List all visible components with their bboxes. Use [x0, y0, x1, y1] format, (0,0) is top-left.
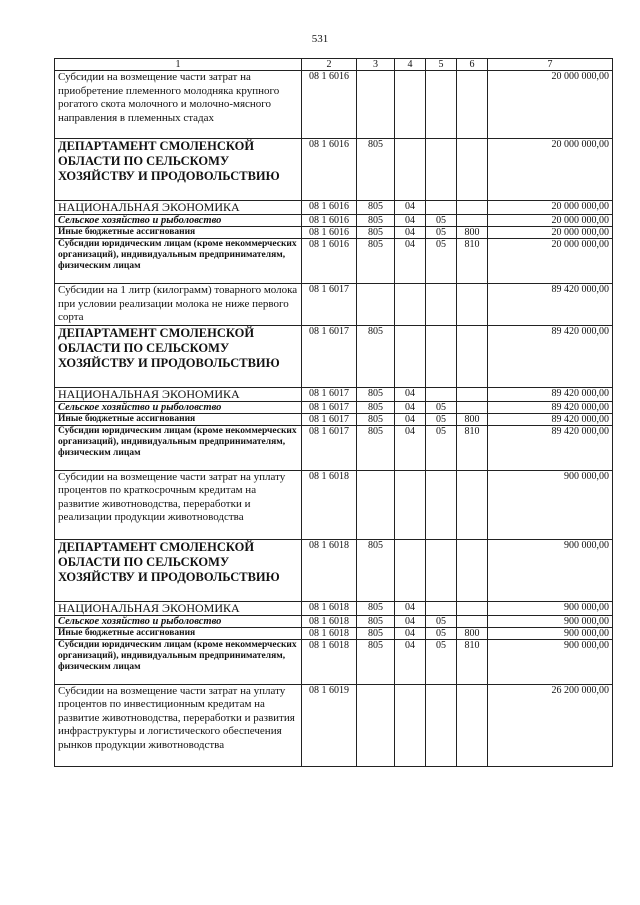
expense-type-cell: [457, 215, 488, 227]
admin-code-cell: 805: [357, 601, 395, 615]
target-code-cell: 08 1 6017: [302, 325, 357, 387]
expense-type-cell: 810: [457, 239, 488, 284]
table-row: [55, 387, 613, 401]
admin-code-cell: 805: [357, 387, 395, 401]
admin-code-cell: 805: [357, 539, 395, 601]
subsection-cell: [426, 284, 457, 326]
amount-cell: 89 420 000,00: [488, 284, 613, 326]
amount-cell: 26 200 000,00: [488, 684, 613, 766]
expense-type-cell: [457, 615, 488, 627]
row-name-cell: Сельское хозяйство и рыболовство: [55, 215, 302, 227]
table-row: [55, 71, 613, 139]
table-row: [55, 539, 613, 601]
section-cell: 04: [395, 227, 426, 239]
section-cell: 04: [395, 627, 426, 639]
target-code-cell: 08 1 6018: [302, 539, 357, 601]
section-cell: 04: [395, 639, 426, 684]
table-row: [55, 470, 613, 539]
expense-type-cell: [457, 201, 488, 215]
subsection-cell: [426, 684, 457, 766]
section-cell: [395, 539, 426, 601]
expense-type-cell: 800: [457, 627, 488, 639]
expense-type-cell: [457, 284, 488, 326]
section-cell: [395, 470, 426, 539]
row-name-cell: ДЕПАРТАМЕНТ СМОЛЕНСКОЙ ОБЛАСТИ ПО СЕЛЬСКОМУ ХОЗЯЙСТВУ И ПРОДОВОЛЬСТВИЮ: [55, 539, 302, 601]
subsection-cell: 05: [426, 639, 457, 684]
amount-cell: 900 000,00: [488, 615, 613, 627]
target-code-cell: 08 1 6019: [302, 684, 357, 766]
row-name-cell: НАЦИОНАЛЬНАЯ ЭКОНОМИКА: [55, 601, 302, 615]
expense-type-cell: 800: [457, 413, 488, 425]
subsection-cell: [426, 601, 457, 615]
amount-cell: 89 420 000,00: [488, 387, 613, 401]
target-code-cell: 08 1 6018: [302, 615, 357, 627]
page-number: 531: [311, 33, 329, 45]
section-cell: [395, 139, 426, 201]
admin-code-cell: [357, 684, 395, 766]
target-code-cell: 08 1 6017: [302, 401, 357, 413]
target-code-cell: 08 1 6016: [302, 239, 357, 284]
amount-cell: 900 000,00: [488, 470, 613, 539]
subsection-cell: 05: [426, 627, 457, 639]
admin-code-cell: 805: [357, 239, 395, 284]
col-header-7: 7: [488, 59, 613, 71]
subsection-cell: [426, 387, 457, 401]
expense-type-cell: 810: [457, 639, 488, 684]
amount-cell: 20 000 000,00: [488, 215, 613, 227]
amount-cell: 20 000 000,00: [488, 201, 613, 215]
table-row: [55, 325, 613, 387]
admin-code-cell: 805: [357, 227, 395, 239]
admin-code-cell: 805: [357, 639, 395, 684]
table-row: [55, 601, 613, 615]
subsection-cell: 05: [426, 425, 457, 470]
row-name-cell: НАЦИОНАЛЬНАЯ ЭКОНОМИКА: [55, 201, 302, 215]
section-cell: [395, 71, 426, 139]
table-row: [55, 201, 613, 215]
target-code-cell: 08 1 6016: [302, 139, 357, 201]
row-name-cell: Субсидии на 1 литр (килограмм) товарного молока при условии реализации молока не ниже первого сорта: [55, 284, 302, 326]
target-code-cell: 08 1 6017: [302, 284, 357, 326]
row-name-cell: ДЕПАРТАМЕНТ СМОЛЕНСКОЙ ОБЛАСТИ ПО СЕЛЬСКОМУ ХОЗЯЙСТВУ И ПРОДОВОЛЬСТВИЮ: [55, 139, 302, 201]
section-cell: 04: [395, 601, 426, 615]
table-row: [55, 215, 613, 227]
section-cell: 04: [395, 239, 426, 284]
amount-cell: 900 000,00: [488, 601, 613, 615]
admin-code-cell: [357, 470, 395, 539]
row-name-cell: Иные бюджетные ассигнования: [55, 227, 302, 239]
col-header-6: 6: [457, 59, 488, 71]
table-row: [55, 139, 613, 201]
table-row: [55, 239, 613, 284]
target-code-cell: 08 1 6016: [302, 71, 357, 139]
amount-cell: 20 000 000,00: [488, 239, 613, 284]
expense-type-cell: [457, 401, 488, 413]
section-cell: 04: [395, 215, 426, 227]
target-code-cell: 08 1 6016: [302, 215, 357, 227]
expense-type-cell: [457, 71, 488, 139]
target-code-cell: 08 1 6016: [302, 227, 357, 239]
admin-code-cell: 805: [357, 215, 395, 227]
table-row: [55, 401, 613, 413]
row-name-cell: Субсидии на возмещение части затрат на уплату процентов по краткосрочным кредитам на развитие животноводства, переработки и реализации продукции животноводства: [55, 470, 302, 539]
section-cell: 04: [395, 387, 426, 401]
section-cell: 04: [395, 401, 426, 413]
subsection-cell: 05: [426, 227, 457, 239]
col-header-3: 3: [357, 59, 395, 71]
subsection-cell: [426, 539, 457, 601]
table-row: [55, 615, 613, 627]
header-row: [55, 59, 613, 71]
amount-cell: 89 420 000,00: [488, 325, 613, 387]
row-name-cell: Субсидии юридическим лицам (кроме некоммерческих организаций), индивидуальным предпринимателям, физическим лицам: [55, 239, 302, 284]
expense-type-cell: [457, 470, 488, 539]
col-header-1: 1: [55, 59, 302, 71]
col-header-2: 2: [302, 59, 357, 71]
table-row: [55, 627, 613, 639]
subsection-cell: [426, 201, 457, 215]
target-code-cell: 08 1 6017: [302, 413, 357, 425]
section-cell: 04: [395, 425, 426, 470]
admin-code-cell: 805: [357, 325, 395, 387]
target-code-cell: 08 1 6017: [302, 425, 357, 470]
amount-cell: 900 000,00: [488, 639, 613, 684]
table-row: [55, 425, 613, 470]
admin-code-cell: [357, 284, 395, 326]
table-row: [55, 684, 613, 766]
expense-type-cell: [457, 139, 488, 201]
amount-cell: 20 000 000,00: [488, 139, 613, 201]
table-row: [55, 413, 613, 425]
table-row: [55, 227, 613, 239]
subsection-cell: [426, 325, 457, 387]
amount-cell: 20 000 000,00: [488, 71, 613, 139]
admin-code-cell: 805: [357, 615, 395, 627]
target-code-cell: 08 1 6016: [302, 201, 357, 215]
expense-type-cell: [457, 601, 488, 615]
amount-cell: 20 000 000,00: [488, 227, 613, 239]
table-row: [55, 639, 613, 684]
row-name-cell: Субсидии юридическим лицам (кроме некоммерческих организаций), индивидуальным предпринимателям, физическим лицам: [55, 639, 302, 684]
section-cell: 04: [395, 413, 426, 425]
expense-type-cell: [457, 539, 488, 601]
amount-cell: 89 420 000,00: [488, 425, 613, 470]
target-code-cell: 08 1 6017: [302, 387, 357, 401]
amount-cell: 900 000,00: [488, 539, 613, 601]
expense-type-cell: [457, 387, 488, 401]
target-code-cell: 08 1 6018: [302, 639, 357, 684]
expense-type-cell: 800: [457, 227, 488, 239]
expense-type-cell: [457, 325, 488, 387]
row-name-cell: Сельское хозяйство и рыболовство: [55, 401, 302, 413]
section-cell: [395, 325, 426, 387]
row-name-cell: Сельское хозяйство и рыболовство: [55, 615, 302, 627]
row-name-cell: ДЕПАРТАМЕНТ СМОЛЕНСКОЙ ОБЛАСТИ ПО СЕЛЬСКОМУ ХОЗЯЙСТВУ И ПРОДОВОЛЬСТВИЮ: [55, 325, 302, 387]
row-name-cell: Субсидии на возмещение части затрат на приобретение племенного молодняка крупного рогатого скота молочного и молочно-мясного направления в племенных стадах: [55, 71, 302, 139]
col-header-5: 5: [426, 59, 457, 71]
row-name-cell: Субсидии юридическим лицам (кроме некоммерческих организаций), индивидуальным предпринимателям, физическим лицам: [55, 425, 302, 470]
row-name-cell: НАЦИОНАЛЬНАЯ ЭКОНОМИКА: [55, 387, 302, 401]
admin-code-cell: 805: [357, 627, 395, 639]
target-code-cell: 08 1 6018: [302, 601, 357, 615]
amount-cell: 89 420 000,00: [488, 401, 613, 413]
expense-type-cell: [457, 684, 488, 766]
admin-code-cell: 805: [357, 201, 395, 215]
subsection-cell: [426, 71, 457, 139]
admin-code-cell: 805: [357, 401, 395, 413]
expense-type-cell: 810: [457, 425, 488, 470]
section-cell: 04: [395, 615, 426, 627]
target-code-cell: 08 1 6018: [302, 470, 357, 539]
row-name-cell: Иные бюджетные ассигнования: [55, 413, 302, 425]
target-code-cell: 08 1 6018: [302, 627, 357, 639]
subsection-cell: 05: [426, 615, 457, 627]
section-cell: 04: [395, 201, 426, 215]
subsection-cell: 05: [426, 401, 457, 413]
col-header-4: 4: [395, 59, 426, 71]
section-cell: [395, 284, 426, 326]
row-name-cell: Субсидии на возмещение части затрат на уплату процентов по инвестиционным кредитам на развитие животноводства, переработки и развития инфраструктуры и логистического обеспечения рынков продукции животноводства: [55, 684, 302, 766]
subsection-cell: 05: [426, 239, 457, 284]
subsection-cell: [426, 470, 457, 539]
section-cell: [395, 684, 426, 766]
amount-cell: 900 000,00: [488, 627, 613, 639]
admin-code-cell: [357, 71, 395, 139]
amount-cell: 89 420 000,00: [488, 413, 613, 425]
budget-table: [54, 58, 613, 767]
subsection-cell: 05: [426, 413, 457, 425]
table-row: [55, 284, 613, 326]
admin-code-cell: 805: [357, 413, 395, 425]
admin-code-cell: 805: [357, 139, 395, 201]
row-name-cell: Иные бюджетные ассигнования: [55, 627, 302, 639]
subsection-cell: [426, 139, 457, 201]
admin-code-cell: 805: [357, 425, 395, 470]
subsection-cell: 05: [426, 215, 457, 227]
